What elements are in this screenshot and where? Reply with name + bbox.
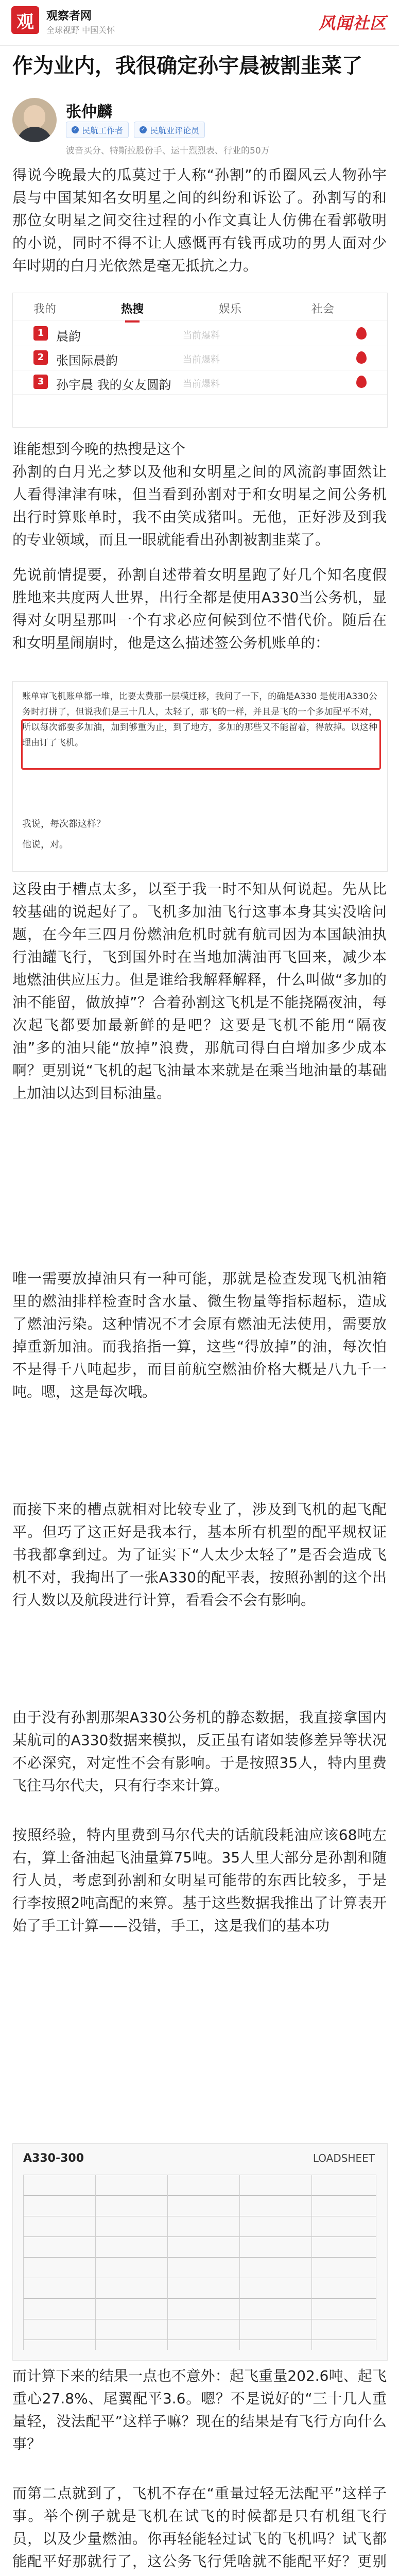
verified-icon: ✓ bbox=[140, 126, 147, 133]
article-paragraph: 由于没有孙割那架A330公务机的静态数据，我直接拿国内某航司的A330数据来模拟，反正虽有诸如装修差异等状况不必深究，对定性不会有影响。于是按照35人，特内里费飞往马尔代夫，只有行李来计算。 bbox=[12, 1709, 387, 1794]
tab-hot-search[interactable]: 热搜 bbox=[121, 300, 144, 316]
screenshot-question: 我说，每次都这样？ bbox=[22, 819, 106, 829]
site-logo[interactable]: 观 bbox=[11, 6, 39, 34]
grid-line bbox=[23, 2236, 376, 2237]
site-slogan: 全球视野 中国关怀 bbox=[46, 25, 115, 35]
article-paragraph: 而接下来的槽点就相对比较专业了，涉及到飞机的起飞配平。但巧了这正好是我本行，基本所有机型的配平规权证书我都拿到过。为了证实下“人太少太轻了”是否会造成飞机不对，我掏出了一张A330的配平表，按照孙割的这个出行人数以及航段进行计算，看看会不会有影响。 bbox=[12, 1501, 387, 1608]
author-tag bbox=[66, 122, 129, 138]
grid-column bbox=[311, 2175, 312, 2350]
avatar[interactable] bbox=[12, 98, 57, 142]
ranking-number: 2 bbox=[33, 350, 48, 365]
verified-icon: ✓ bbox=[72, 126, 79, 133]
site-header bbox=[0, 0, 399, 46]
site-name[interactable]: 观察者网 bbox=[46, 10, 92, 23]
ranking-item[interactable] bbox=[13, 370, 387, 395]
grid-column bbox=[23, 2175, 24, 2350]
article-paragraph: 得说今晚最大的瓜莫过于人称“孙割”的币圈风云人物孙宇晨与中国某知名女明星之间的纠纷和诉讼了。孙割写的和那位女明星之间交往过程的小作文真让人仿佛在看郭敬明的小说，同时不得不让人感慨再有钱再成功的男人面对少年时期的白月光依然是毫无抵抗之力。 bbox=[12, 166, 387, 274]
article-title: 作为业内，我很确定孙宇晨被割韭菜了 bbox=[12, 54, 362, 78]
tab-entertainment[interactable]: 娱乐 bbox=[219, 303, 242, 316]
ranking-hot-label: 当前爆料 bbox=[183, 379, 220, 389]
ranking-hot-label: 当前爆料 bbox=[183, 330, 220, 341]
ranking-item[interactable] bbox=[13, 322, 387, 346]
brand-name[interactable]: 风闻社区 bbox=[318, 13, 387, 33]
grid-line bbox=[23, 2257, 376, 2258]
ranking-hot-label: 当前爆料 bbox=[183, 354, 220, 365]
ranking-tabs bbox=[13, 293, 387, 320]
ranking-number: 3 bbox=[33, 375, 48, 389]
author-description: 波音买分、特斯拉股份手、运十烈烈表、行业的50万 bbox=[66, 146, 270, 156]
avatar-body bbox=[16, 127, 53, 142]
grid-column bbox=[239, 2175, 240, 2350]
ranking-number: 1 bbox=[33, 326, 48, 341]
grid-column bbox=[167, 2175, 168, 2350]
article-paragraph: 按照经验，特内里费到马尔代夫的话航段耗油应该68吨左右，算上备油起飞油量算75吨。35人里大部分是孙割和随行人员，考虑到孙割和女明星可能带的东西比较多，于是行李按照2吨高配的来算。基于这些数据我推出了计算表开始了手工计算——没错，手工，这是我们的基本功 bbox=[12, 1826, 387, 1934]
author-tags bbox=[66, 122, 205, 139]
ranking-list bbox=[13, 322, 387, 395]
chat-screenshot-image bbox=[12, 681, 388, 872]
ranking-text: 张国际晨韵 bbox=[56, 353, 118, 368]
screenshot-text-after: 以这种理由订了飞机。 bbox=[22, 722, 378, 748]
article-paragraph: 这段由于槽点太多，以至于我一时不知从何说起。先从比较基础的说起好了。飞机多加油飞行这事本身其实没啥问题，在今年三四月份燃油危机时就有航司因为本国缺油执行油罐飞行，飞到国外时在当地加满油再飞回来，减少本地燃油供应压力。但是谁给我解释解释，什么叫做“多加的油不能留，做放掉”？合着孙割这飞机是不能挠隔夜油，每次起飞都要加最新鲜的是吧？这要是飞机不能用“隔夜油”多的油只能“放掉”浪费，那航司得白白增加多少成本啊？更别说“飞机的起飞油量本来就是在乘当地油量的基础上加油以达到目标油量。 bbox=[12, 880, 387, 1101]
article-paragraph: 谁能想到今晚的热搜是这个 bbox=[12, 440, 186, 457]
loadsheet-subheading: LOADSHEET bbox=[313, 2152, 375, 2164]
loadsheet-image bbox=[12, 2143, 388, 2361]
flame-icon bbox=[356, 327, 367, 340]
highlight-box bbox=[21, 719, 381, 770]
screenshot-text-highlight: 配平不对，所以每次都要多加油，加到够重为止，到了地方，多加的那些又不能留着，得放掉。 bbox=[22, 707, 378, 733]
loadsheet-grid bbox=[23, 2175, 376, 2350]
author-tag bbox=[134, 122, 205, 138]
author-info bbox=[12, 98, 387, 155]
ranking-text: 孙宇晨 我的女友圆韵 bbox=[56, 378, 171, 392]
loadsheet-heading: A330-300 bbox=[23, 2152, 84, 2165]
grid-line bbox=[23, 2195, 376, 2196]
article-paragraph: 而第二点就到了，飞机不存在“重量过轻无法配平”这样子事。举个例子就是飞机在试飞的时候都是只有机组飞行员，以及少量燃油。你再轻能轻过试飞的飞机吗？试飞都能配平好那就行了，这公务飞行凭啥就不能配平好？更别 bbox=[12, 2485, 387, 2570]
tab-society[interactable]: 社会 bbox=[311, 303, 335, 316]
ranking-item[interactable] bbox=[13, 346, 387, 370]
ranking-text: 晨韵 bbox=[56, 329, 81, 344]
hot-search-ranking-image bbox=[12, 293, 388, 428]
article-paragraph: 先说前情提要，孙割自述带着女明星跑了好几个知名度假胜地来共度两人世界，出行全都是使用A330当公务机，显得对女明星那叫一个有求必应何候到位不惜代价。随后在和女明星闹崩时，他是这么描述签公务机账单的： bbox=[12, 566, 387, 651]
avatar-face bbox=[24, 105, 45, 129]
author-tag-label: 民航工作者 bbox=[82, 125, 124, 135]
screenshot-answer: 他说，对。 bbox=[22, 839, 68, 850]
article-paragraph: 而计算下来的结果一点也不意外：起飞重量202.6吨、起飞重心27.8%、尾翼配平3.6。嗯？不是说好的“三十几人重量轻，没法配平”这样子嘛？现在的结果是有飞行方向什么事？ bbox=[12, 2367, 387, 2452]
author-tag-label: 民航业评论员 bbox=[150, 125, 200, 135]
article-paragraph: 孙割的白月光之梦以及他和女明星之间的风流韵事固然让人看得津津有味，但当看到孙割对于和女明星之间公务机出行时算账单时，我不由笑成猪叫。无他，正好涉及到我的专业领域，而且一眼就能看出孙割被割韭菜了。 bbox=[12, 463, 387, 548]
grid-column bbox=[95, 2175, 96, 2350]
tab-mine[interactable]: 我的 bbox=[33, 303, 57, 316]
author-name[interactable]: 张仲麟 bbox=[66, 103, 112, 121]
flame-icon bbox=[356, 351, 367, 364]
screenshot-text-before: 账单审飞机账单都一堆，比要太费那一层模迁移，我问了一下，的确是A330 是使用A330公务时打拼了，但说我们是三十几人，太轻了，那飞的一样，并且是飞的一个多加 bbox=[22, 691, 377, 717]
grid-line bbox=[23, 2298, 376, 2299]
article-paragraph: 唯一需要放掉油只有一种可能，那就是检查发现飞机油箱里的燃油排样检查时含水量、微生物量等指标超标，造成了燃油污染。这种情况不才会原有燃油无法使用，需要放掉重新加油。而我掐指一算，这些“得放掉”的油，每次怕不是得千八吨起步，而目前航空燃油价格大概是八九千一吨。嗯，这是每次哦。 bbox=[12, 1270, 387, 1400]
flame-icon bbox=[356, 376, 367, 388]
